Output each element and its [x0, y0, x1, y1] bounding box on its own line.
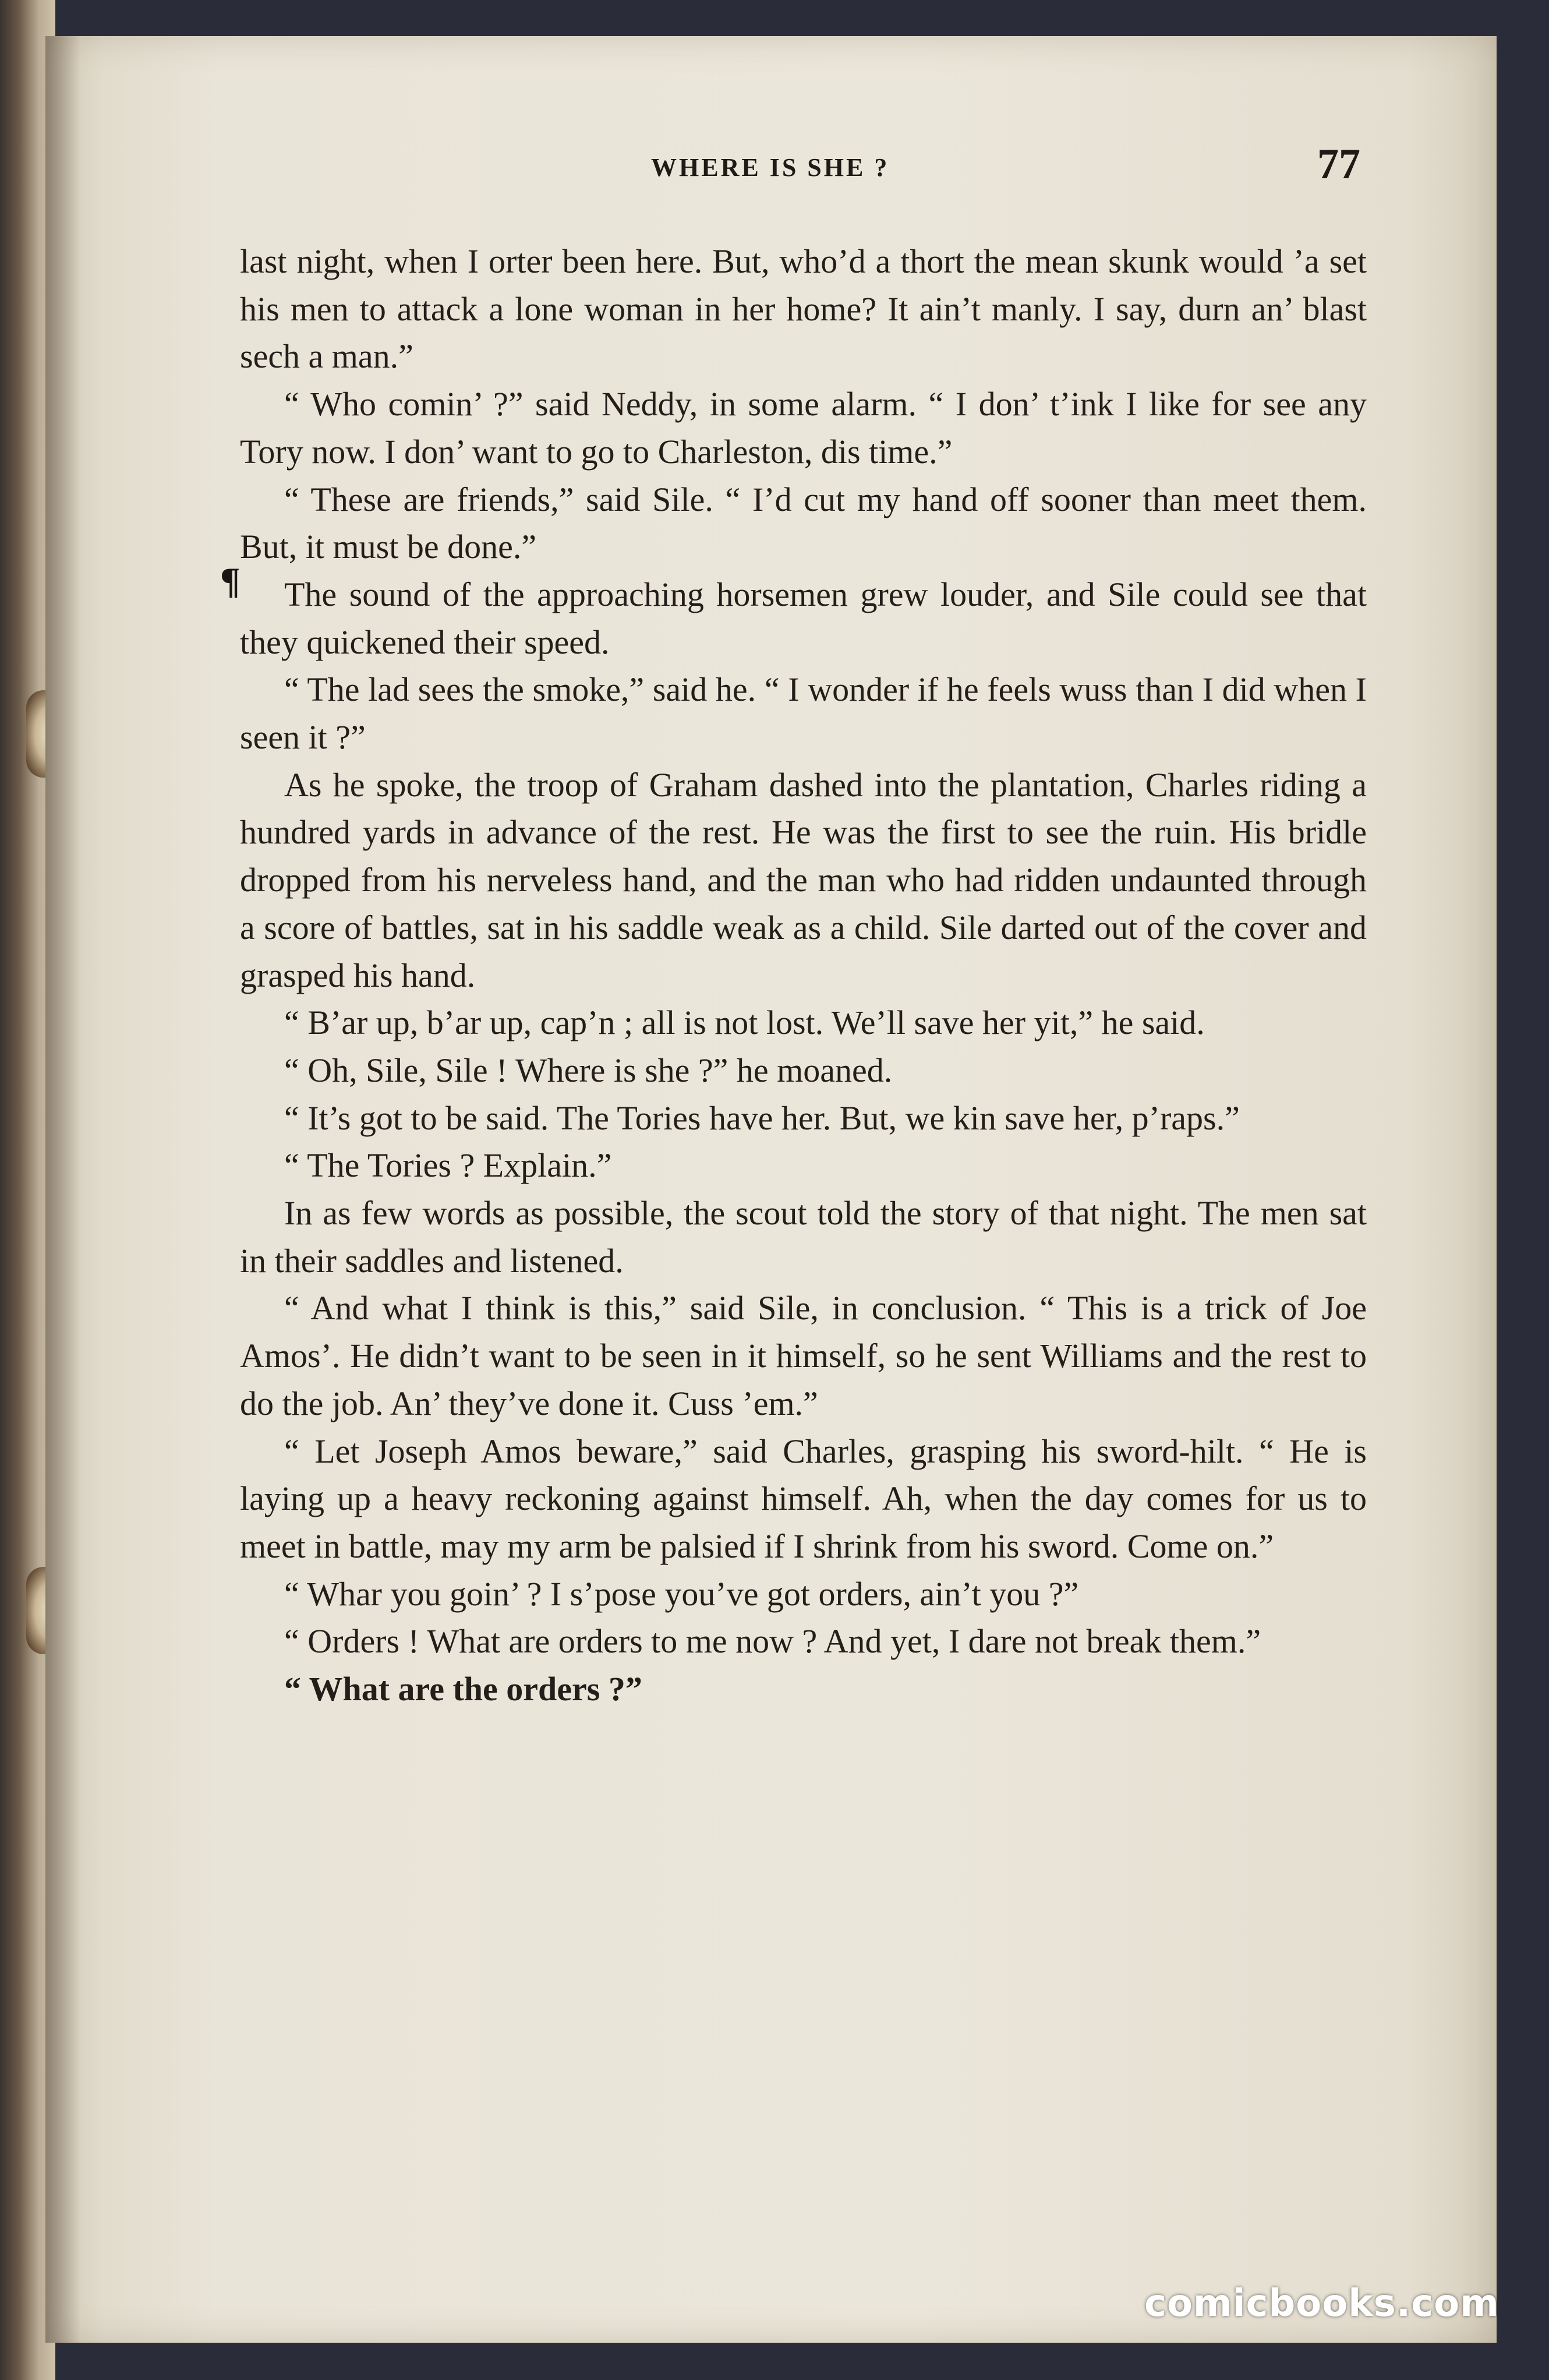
paragraph: “ And what I think is this,” said Sile, in conclusion. “ This is a trick of Joe Amos’. He didn’t want to be seen in it himself, so he sent Williams and the rest to do the job. An’ they’ve done it. Cuss ’em.”: [240, 1289, 1367, 1422]
paragraph: “ Orders ! What are orders to me now ? And yet, I dare not break them.”: [284, 1622, 1261, 1661]
paragraph: In as few words as possible, the scout told the story of that night. The men sat in their saddles and listened.: [240, 1194, 1367, 1280]
paragraph: “ It’s got to be said. The Tories have her. But, we kin save her, p’raps.”: [284, 1099, 1240, 1137]
paragraph: “ Let Joseph Amos beware,” said Charles, grasping his sword-hilt. “ He is laying up a heavy reckoning against himself. Ah, when the day comes for us to meet in battle, may my arm be palsied if I shrink from his sword. Come on.”: [240, 1432, 1367, 1565]
running-head: WHERE IS SHE ?: [651, 153, 890, 182]
paragraph: “ Who comin’ ?” said Neddy, in some alarm. “ I don’ t’ink I like for see any Tory now. I don’ want to go to Charleston, dis time.”: [240, 385, 1367, 471]
margin-pilcrow-mark: ¶: [220, 560, 241, 601]
paragraph: “ The lad sees the smoke,” said he. “ I wonder if he feels wuss than I did when I seen it ?”: [240, 670, 1367, 757]
paragraph: “ Whar you goin’ ? I s’pose you’ve got orders, ain’t you ?”: [284, 1574, 1079, 1613]
paragraph: “ The Tories ? Explain.”: [284, 1146, 612, 1185]
paragraph: “ Oh, Sile, Sile ! Where is she ?” he moaned.: [284, 1051, 893, 1089]
paragraph-last: “ What are the orders ?”: [284, 1670, 642, 1708]
page-number: 77: [1317, 140, 1360, 188]
paragraph-continued: last night, when I orter been here. But, who’d a thort the mean skunk would ’a set his men to attack a lone woman in her home? It ain’t manly. I say, durn an’ blast sech a man.”: [240, 242, 1367, 376]
page-text-body: [240, 238, 1367, 1713]
paragraph: “ These are friends,” said Sile. “ I’d cut my hand off sooner than meet them. But, it must be done.”: [240, 480, 1367, 566]
paragraph: The sound of the approaching horsemen grew louder, and Sile could see that they quickened their speed.: [240, 575, 1367, 661]
spine-shadow: [45, 36, 80, 2343]
paragraph: “ B’ar up, b’ar up, cap’n ; all is not lost. We’ll save her yit,” he said.: [284, 1004, 1205, 1042]
watermark: comicbooks.com: [1144, 2282, 1500, 2325]
paragraph: As he spoke, the troop of Graham dashed into the plantation, Charles riding a hundred yards in advance of the rest. He was the first to see the ruin. His bridle dropped from his nerveless hand, and the man who had ridden undaunted through a score of battles, sat in his saddle weak as a child. Sile darted out of the cover and grasped his hand.: [240, 765, 1367, 994]
